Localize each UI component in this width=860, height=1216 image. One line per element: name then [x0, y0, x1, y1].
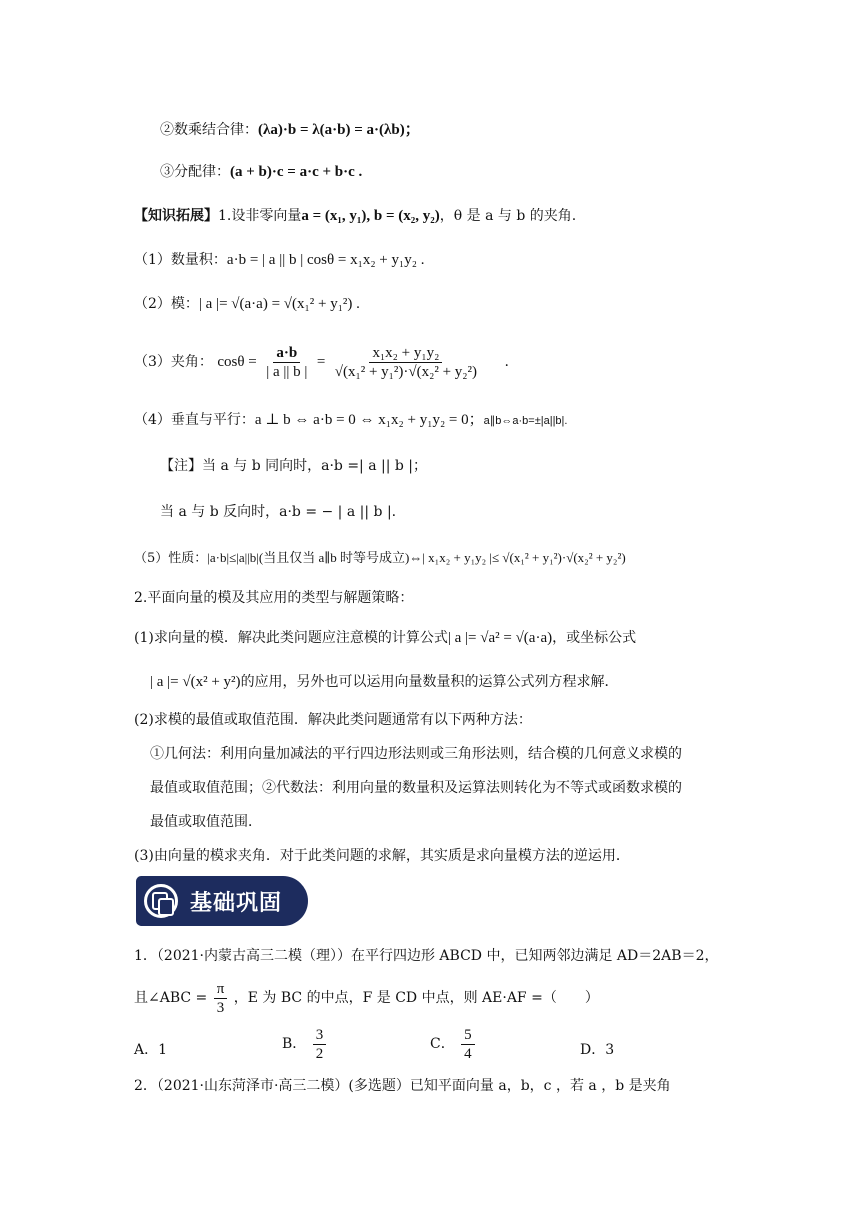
numerator: x₁x₂ + y₁y₂	[369, 344, 442, 363]
note-text: 当 a 与 b 反向时，a·b = − | a || b |.	[160, 504, 397, 520]
text: 1.设非零向量	[218, 208, 302, 224]
parallel-note: a∥b⇔a·b=±|a||b|.	[483, 415, 568, 427]
option-c[interactable]	[430, 1022, 477, 1066]
strategy-3	[134, 846, 630, 866]
option-label: C．	[430, 1036, 455, 1052]
strategy-1-continued	[150, 672, 619, 692]
knowledge-extension	[134, 206, 576, 226]
banner-title: 基础巩固	[190, 891, 283, 916]
option-fraction	[461, 1026, 475, 1063]
denominator: 2	[315, 1045, 324, 1062]
fraction-coordinates	[332, 344, 480, 381]
strategy-2-geometric	[150, 744, 682, 764]
note-opposite-direction	[160, 502, 396, 522]
text: ，θ 是 a 与 b 的夹角.	[439, 208, 577, 224]
denominator: | a || b |	[266, 363, 308, 380]
cos-theta: cosθ =	[217, 354, 257, 370]
note-text: 【注】当 a 与 b 同向时，a·b =| a || b |；	[160, 458, 428, 474]
numerator: 3	[313, 1026, 327, 1045]
question-text: 且∠ABC =	[134, 990, 208, 1006]
law-label: ②数乘结合律：	[160, 122, 258, 138]
copy-icon	[144, 884, 178, 918]
strategy-1	[134, 628, 636, 648]
question-1-line2	[134, 976, 599, 1020]
formula: |a·b|≤|a||b|(当且仅当 a∥b 时等号成立)⇔| x₁x₂ + y₁y₂ |≤ √(x₁² + y₁²)·√(x₂² + y₂²)	[207, 550, 626, 565]
text: ，或坐标公式	[552, 630, 637, 646]
law-label: ③分配律：	[160, 164, 230, 180]
option-fraction	[313, 1026, 327, 1063]
item-label: （5）性质：	[134, 551, 208, 566]
law-formula: (λa)·b = λ(a·b) = a·(λb)；	[258, 122, 420, 138]
option-label: B．	[282, 1036, 307, 1052]
option-d[interactable]	[580, 1030, 614, 1070]
distributive-scalar-law	[160, 120, 420, 140]
text: 最值或取值范围；②代数法：利用向量的数量积及运算法则转化为不等式或函数求模的	[150, 780, 682, 796]
law-formula: (a + b)·c = a·c + b·c .	[230, 164, 363, 180]
option-b[interactable]	[282, 1022, 328, 1066]
question-2	[134, 1076, 671, 1096]
period: .	[504, 354, 509, 370]
text: 的应用，另外也可以运用向量数量积的运算公式列方程求解．	[240, 674, 619, 690]
strategy-2	[134, 710, 532, 730]
question-1	[134, 946, 718, 966]
text: (3)由向量的模求夹角．对于此类问题的求解，其实质是求向量模方法的逆运用．	[134, 848, 630, 864]
item-label: （1）数量积：	[134, 252, 227, 268]
formula: | a |= √(x² + y²)	[150, 674, 241, 690]
distributive-law	[160, 162, 362, 182]
text: ①几何法：利用向量加减法的平行四边形法则或三角形法则，结合模的几何意义求模的	[150, 746, 682, 762]
equals-sign: =	[316, 354, 326, 370]
note-same-direction	[160, 456, 427, 476]
numerator: 5	[461, 1026, 475, 1045]
option-label: D．3	[580, 1042, 615, 1058]
item-label: （2）模：	[134, 296, 199, 312]
pi-over-3	[214, 980, 228, 1017]
item-label: （3）夹角：	[134, 354, 213, 370]
option-a[interactable]	[134, 1030, 167, 1070]
perpendicular-parallel	[134, 410, 567, 431]
option-label: A．1	[134, 1042, 168, 1058]
denominator: 3	[216, 999, 225, 1016]
item-label: （4）垂直与平行：	[134, 412, 255, 428]
formula: | a |= √(a·a) = √(x₁² + y₁²) .	[198, 296, 360, 312]
text: 最值或取值范围．	[150, 814, 262, 830]
question-text: ，E 为 BC 的中点，F 是 CD 中点，则 AE·AF =（ ）	[233, 990, 599, 1006]
section-banner	[136, 876, 308, 926]
strategy-heading	[134, 588, 413, 608]
strategy-2-algebraic	[150, 778, 682, 798]
formula: a = (x₁, y₁), b = (x₂, y₂)	[301, 208, 440, 224]
text: (2)求模的最值或取值范围．解决此类问题通常有以下两种方法：	[134, 712, 532, 728]
angle-definition	[134, 340, 509, 384]
formula: a·b = | a || b | cosθ = x₁x₂ + y₁y₂ .	[226, 252, 425, 268]
dot-product-definition	[134, 250, 424, 270]
formula: a ⊥ b ⇔ a·b = 0 ⇔ x₁x₂ + y₁y₂ = 0；	[254, 412, 484, 428]
strategy-2-end	[150, 812, 262, 832]
denominator: 4	[464, 1045, 472, 1062]
question-text: 1．（2021·内蒙古高三二模（理））在平行四边形 ABCD 中，已知两邻边满足 AD＝2AB＝2，	[134, 948, 719, 964]
text: (1)求向量的模．解决此类问题应注意模的计算公式	[134, 630, 448, 646]
fraction-dot-over-mag	[263, 344, 310, 381]
property-inequality	[134, 548, 626, 569]
numerator: a·b	[273, 344, 300, 363]
formula: | a |= √a² = √(a·a)	[447, 630, 553, 646]
magnitude-definition	[134, 294, 360, 314]
numerator: π	[214, 980, 228, 999]
denominator: √(x₁² + y₁²)·√(x₂² + y₂²)	[334, 363, 478, 380]
question-text: 2．（2021·山东菏泽市·高三二模）(多选题）已知平面向量 a，b，c ，若 a ，b 是夹角	[134, 1078, 671, 1094]
section-heading: 【知识拓展】	[134, 208, 218, 224]
text: 2.平面向量的模及其应用的类型与解题策略：	[134, 590, 414, 606]
